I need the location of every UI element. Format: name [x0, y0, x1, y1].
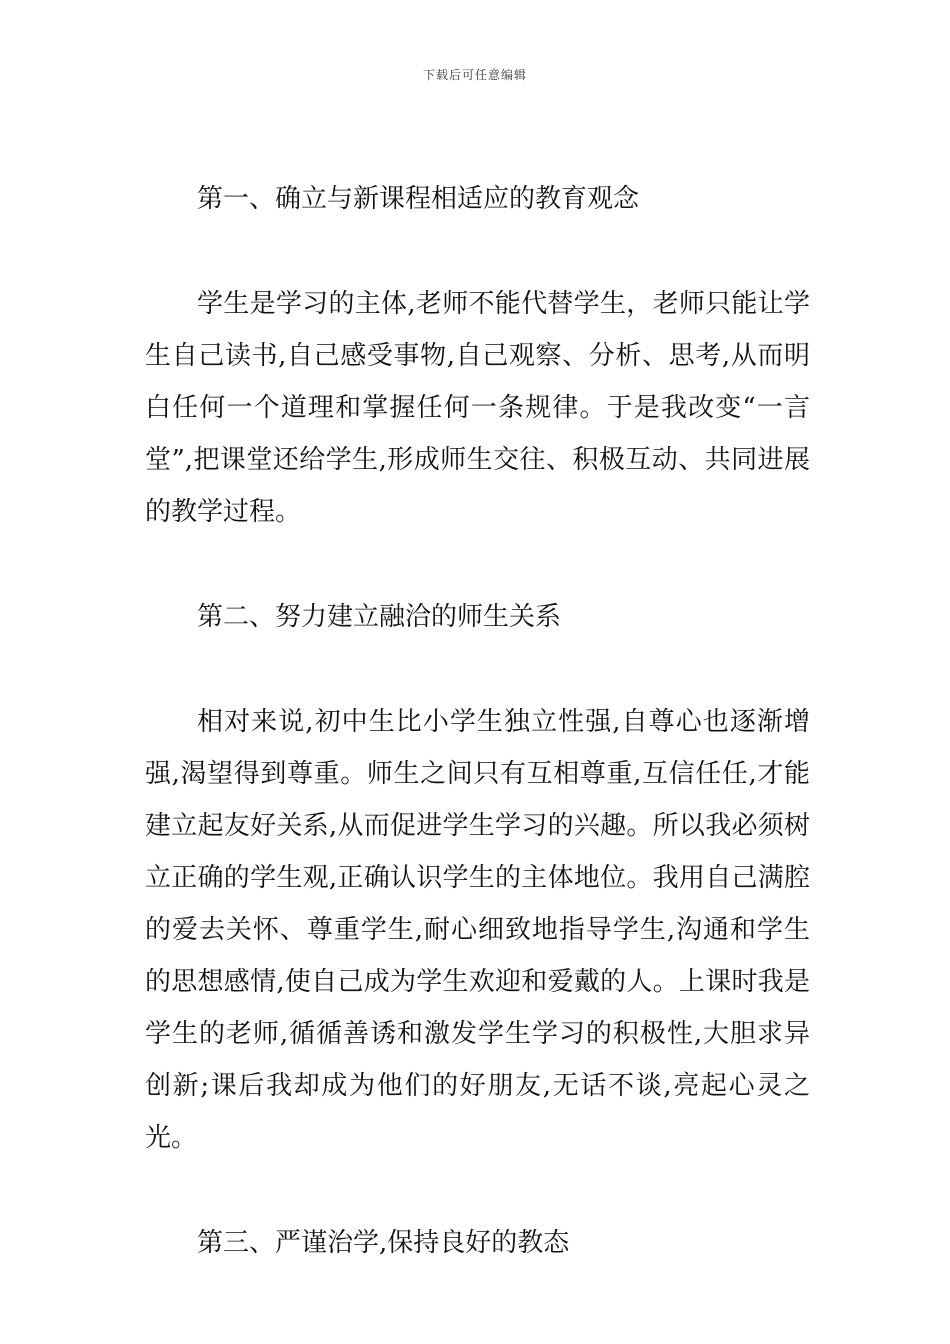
header-note: 下载后可任意编辑	[422, 68, 527, 82]
spacer	[145, 644, 810, 696]
section-paragraph-2: 相对来说,初中生比小学生独立性强,自尊心也逐渐增强,渴望得到尊重。师生之间只有互相尊重,互信任任,才能建立起友好关系,从而促进学生学习的兴趣。所以我必须树立正确的学生观,正确认识学生的主体地位。我用自己满腔的爱去关怀、尊重学生,耐心细致地指导学生,沟通和学生的思想感情,使自己成为学生欢迎和爱戴的人。上课时我是学生的老师,循循善诱和激发学生学习的积极性,大胆求异创新;课后我却成为他们的好朋友,无话不谈,亮起心灵之光。	[145, 707, 810, 1153]
spacer	[145, 226, 810, 278]
section-heading-3: 第三、严谨治学,保持良好的教态	[197, 1228, 570, 1258]
section-heading-2: 第二、努力建立融洽的师生关系	[197, 602, 562, 632]
section-paragraph-1: 学生是学习的主体,老师不能代替学生，老师只能让学生自己读书,自己感受事物,自己观察、分析、思考,从而明白任何一个道理和掌握任何一条规律。于是我改变“一言堂”,把课堂还给学生,形成师生交往、积极互动、共同进展的教学过程。	[145, 289, 810, 527]
spacer	[145, 538, 810, 590]
spacer	[145, 1164, 810, 1216]
section-heading-1: 第一、确立与新课程相适应的教育观念	[197, 184, 640, 214]
document-body	[145, 172, 810, 1270]
